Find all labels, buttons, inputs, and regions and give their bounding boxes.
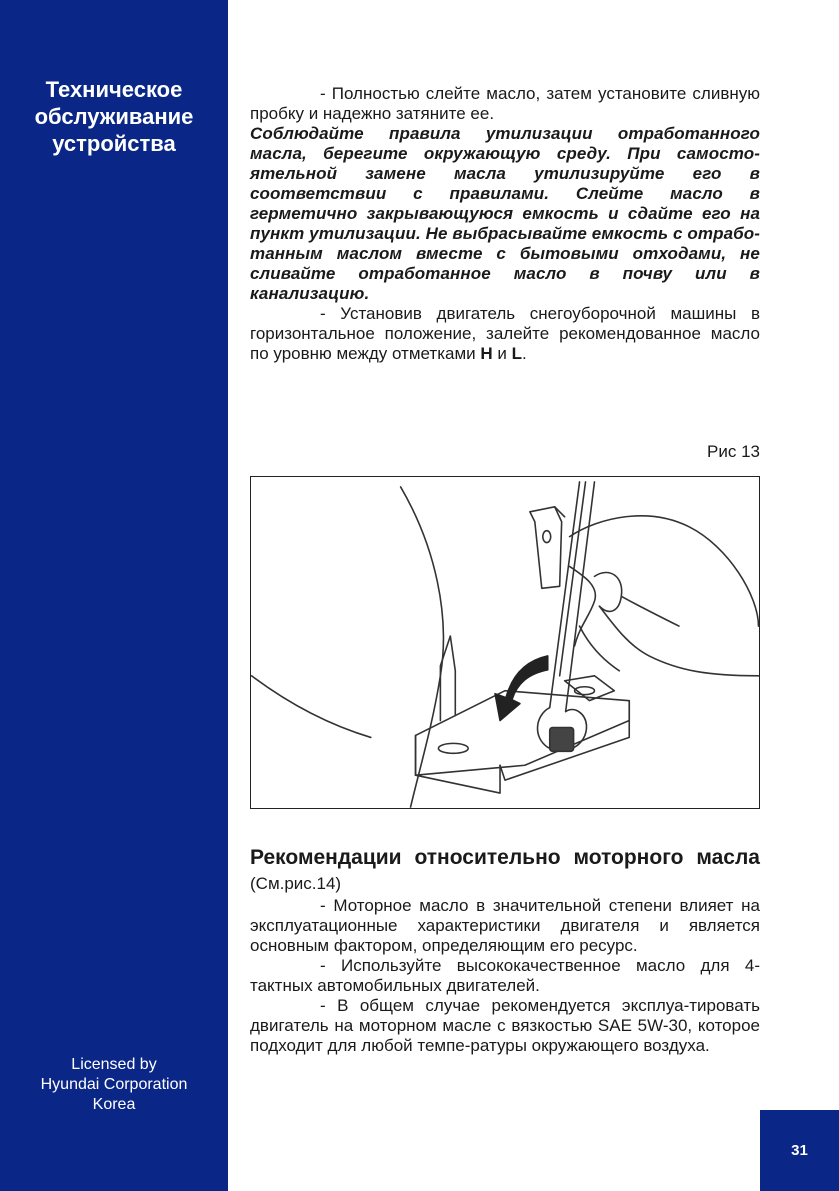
period: . <box>522 344 527 363</box>
license-note <box>0 1055 228 1115</box>
recommendations-heading <box>250 846 760 896</box>
sidebar <box>0 0 228 1191</box>
license-line: Korea <box>92 1096 136 1113</box>
mark-l: L <box>511 344 522 363</box>
page-number: 31 <box>760 1110 839 1191</box>
section-title-line: Техническое <box>45 77 183 102</box>
license-line: Hyundai Corporation <box>40 1076 188 1093</box>
fill-oil-paragraph <box>250 304 760 364</box>
and-text: и <box>492 344 512 363</box>
disposal-warning: Соблюдайте правила утилизации отработанного масла, берегите окружающую среду. При самосто-ятельной замене масла утилизируйте его в соответствии с правилами. Слейте масло в герметично закрывающуюся емкость и сдайте его на пункт утилизации. Не выбрасывайте емкость с отрабо-танным маслом вместе с бытовыми отходами, не сливайте отработанное масло в почву или в канализацию. <box>250 124 760 303</box>
mark-h: H <box>480 344 493 363</box>
section-title-line: обслуживание <box>34 104 194 129</box>
drain-oil-paragraph: - Полностью слейте масло, затем установите сливную пробку и надежно затяните ее. <box>250 84 760 123</box>
oil-recommendations <box>250 846 760 1056</box>
figure-reference: (См.рис.14) <box>250 874 342 893</box>
maintenance-text <box>250 84 760 364</box>
figure-13 <box>250 476 760 809</box>
wrench-drain-plug-illustration <box>251 477 759 808</box>
fill-oil-text: - Установив двигатель снегоуборочной машины в горизонтальное положение, залейте рекомендованное масло по уровню между отметками <box>250 304 760 363</box>
figure-label: Рис 13 <box>707 442 760 461</box>
recommendation-paragraph: - Используйте высококачественное масло для 4-тактных автомобильных двигателей. <box>250 956 760 995</box>
section-title <box>0 76 228 157</box>
section-title-line: устройства <box>52 131 176 156</box>
recommendation-paragraph: - В общем случае рекомендуется эксплуа-тировать двигатель на моторном масле с вязкостью SAE 5W-30, которое подходит для любой темпе-ратуры окружающего воздуха. <box>250 996 760 1055</box>
license-line: Licensed by <box>71 1056 157 1073</box>
recommendation-paragraph: - Моторное масло в значительной степени влияет на эксплуатационные характеристики двигателя и является основным фактором, определяющим его ресурс. <box>250 896 760 955</box>
recommendations-heading-text: Рекомендации относительно моторного масла <box>250 846 760 869</box>
